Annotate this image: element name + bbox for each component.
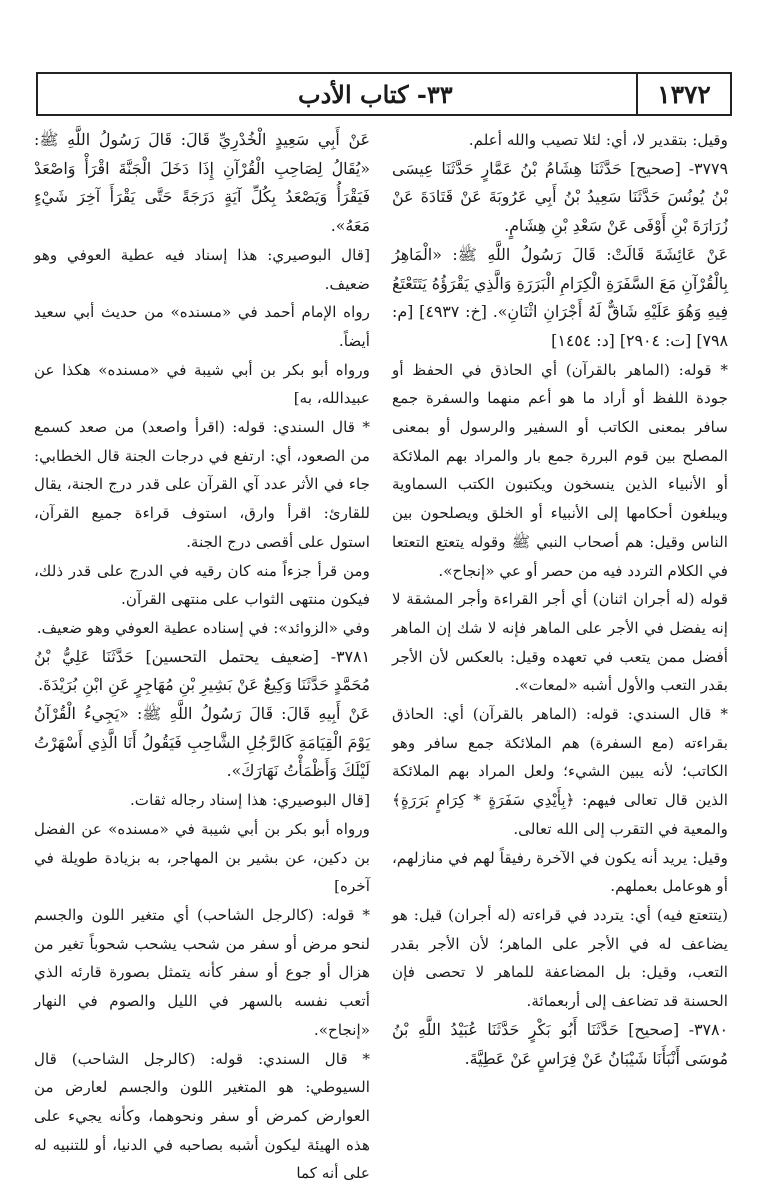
commentary-sindi: * قال السندي: قوله: (كالرجل الشاحب) قال السيوطي: هو المتغير اللون والجسم لعارض من العوارض كمرض أو سفر ونحوهما، وكأنه يجيء على هذه الهيئة ليكون أشبه بصاحبه في الدنيا، أو للتنبيه له على أنه كما xyxy=(34,1045,370,1188)
hadith-matn-3780: عَنْ أَبِي سَعِيدٍ الْخُدْرِيِّ قَالَ: قَالَ رَسُولُ اللَّهِ ﷺ: «يُقَالُ لِصَاحِبِ الْقُرْآنِ إِذَا دَخَلَ الْجَنَّةَ اقْرَأْ وَاصْعَدْ فَيَقْرَأُ وَيَصْعَدُ بِكُلِّ آيَةٍ دَرَجَةً حَتَّى يَقْرَأَ آخِرَ شَيْءٍ مَعَهُ». xyxy=(34,126,370,241)
page-number: ١٣٧٢ xyxy=(638,74,730,114)
zawaid-note: وفي «الزوائد»: في إسناده عطية العوفي وهو ضعيف. xyxy=(34,614,370,643)
busiri-note: [قال البوصيري: هذا إسناد فيه عطية العوفي وهو ضعيف. xyxy=(34,241,370,298)
left-column xyxy=(34,126,370,1106)
commentary-sindi: * قال السندي: قوله: (اقرأ واصعد) من صعد كسمع من الصعود، أي: ارتفع في درجات الجنة قال الخطابي: جاء في الأثر عدد آي القرآن على قدر درج الجنة، يقال للقارئ: اقرأ وارق، استوف قراءة جميع القرآن، استول على أقصى درج الجنة. xyxy=(34,413,370,557)
hadith-matn-3779: عَنْ عَائِشَةَ قَالَتْ: قَالَ رَسُولُ اللَّهِ ﷺ: «الْمَاهِرُ بِالْقُرْآنِ مَعَ السَّفَرَةِ الْكِرَامِ الْبَرَرَةِ وَالَّذِي يَقْرَؤُهُ يَتَتَعْتَعُ فِيهِ وَهُوَ عَلَيْهِ شَاقٌّ لَهُ أَجْرَانِ اثْنَانِ». [خ: ٤٩٣٧] [م: ٧٩٨] [ت: ٢٩٠٤] [د: ١٤٥٤] xyxy=(392,241,728,356)
chapter-title: ٣٣- كتاب الأدب xyxy=(298,74,628,114)
right-column xyxy=(392,126,728,1106)
paragraph: وقيل: يريد أنه يكون في الآخرة رفيقاً لهم في منازلهم، أو هوعامل بعملهم. xyxy=(392,844,728,901)
commentary-injah: * قوله: (كالرجل الشاحب) أي متغير اللون والجسم لنحو مرض أو سفر من شحب يشحب شحوباً تغير من هزال أو جوع أو سفر كأنه يتمثل بصورة قارئه الذي أتعب نفسه بالسهر في الليل والصوم في النهار «إنجاح». xyxy=(34,901,370,1045)
hadith-isnad-3779: ٣٧٧٩- [صحيح] حَدَّثَنَا هِشَامُ بْنُ عَمَّارٍ حَدَّثَنَا عِيسَى بْنُ يُونُسَ حَدَّثَنَا سَعِيدُ بْنُ أَبِي عَرُوبَةَ عَنْ قَتَادَةَ عَنْ زُرَارَةَ بْنِ أَوْفَى عَنْ سَعْدِ بْنِ هِشَامٍ. xyxy=(392,155,728,241)
paragraph: ورواه أبو بكر بن أبي شيبة في «مسنده» هكذا عن عبيدالله، به] xyxy=(34,356,370,413)
commentary-injah: * قوله: (الماهر بالقرآن) أي الحاذق في الحفظ أو جودة اللفظ أو أراد ما هو أعم منهما والسفرة جمع سافر بمعنى الكاتب أو السفير والرسول أو بمعنى المصلح بين قوم البررة جمع بار والمراد بهم الملائكة أو الأنبياء الذين ينسخون ويكتبون الكتب السماوية ويبلغون أحكامها إلى الأنبياء أو الخلق ويصلحون بين الناس وقيل: هم أصحاب النبي ﷺ وقوله يتعتع التعتعا في الكلام التردد فيه من حصر أو عي «إنجاح». xyxy=(392,356,728,586)
paragraph: ورواه أبو بكر بن أبي شيبة في «مسنده» عن الفضل بن دكين، عن بشير بن المهاجر، به بزيادة طويلة في آخره] xyxy=(34,815,370,901)
header-divider xyxy=(636,74,638,114)
paragraph: رواه الإمام أحمد في «مسنده» من حديث أبي سعيد أيضاً. xyxy=(34,298,370,355)
hadith-isnad-3780: ٣٧٨٠- [صحيح] حَدَّثَنَا أَبُو بَكْرٍ حَدَّثَنَا عُبَيْدُ اللَّهِ بْنُ مُوسَى أَنْبَأَنَا شَيْبَانُ عَنْ فِرَاسٍ عَنْ عَطِيَّةَ. xyxy=(392,1016,728,1073)
paragraph: (يتتعتع فيه) أي: يتردد في قراءته (له أجران) قيل: هو يضاعف له في الأجر على الماهر؛ لأن الأجر بقدر التعب، وقيل: بل المضاعفة للماهر لا تحصى فإن الحسنة قد تضاعف إلى أربعمائة. xyxy=(392,901,728,1016)
hadith-isnad-3781: ٣٧٨١- [ضعيف يحتمل التحسين] حَدَّثَنَا عَلِيُّ بْنُ مُحَمَّدٍ حَدَّثَنَا وَكِيعٌ عَنْ بَشِيرِ بْنِ مُهَاجِرٍ عَنِ ابْنِ بُرَيْدَةَ. xyxy=(34,643,370,700)
paragraph: وقيل: بتقدير لا، أي: لئلا تصيب والله أعلم. xyxy=(392,126,728,155)
paragraph: ومن قرأ جزءاً منه كان رقيه في الدرج على قدر ذلك، فيكون منتهى الثواب على منتهى القرآن. xyxy=(34,557,370,614)
page-header xyxy=(36,72,732,116)
busiri-note: [قال البوصيري: هذا إسناد رجاله ثقات. xyxy=(34,786,370,815)
commentary-lamaat: قوله (له أجران اثنان) أي أجر القراءة وأجر المشقة لا إنه يفضل في الأجر على الماهر فإنه لا شك إن الماهر أفضل ممن يتعب في تعهده وقيل: بالعكس لأن الأجر بقدر التعب والأول أشبه «لمعات». xyxy=(392,585,728,700)
commentary-sindi: * قال السندي: قوله: (الماهر بالقرآن) أي: الحاذق بقراءته (مع السفرة) هم الملائكة جمع سافر وهو الكاتب؛ لأنه يبين الشيء؛ ولعل المراد بهم الملائكة الذين قال تعالى فيهم: ﴿بِأَيْدِي سَفَرَةٍ * كِرَامٍ بَرَرَةٍ﴾ والمعية في التقرب إلى الله تعالى. xyxy=(392,700,728,844)
hadith-matn-3781: عَنْ أَبِيهِ قَالَ: قَالَ رَسُولُ اللَّهِ ﷺ: «يَجِيءُ الْقُرْآنُ يَوْمَ الْقِيَامَةِ كَالرَّجُلِ الشَّاحِبِ فَيَقُولُ أَنَا الَّذِي أَسْهَرْتُ لَيْلَكَ وَأَظْمَأْتُ نَهَارَكَ». xyxy=(34,700,370,786)
